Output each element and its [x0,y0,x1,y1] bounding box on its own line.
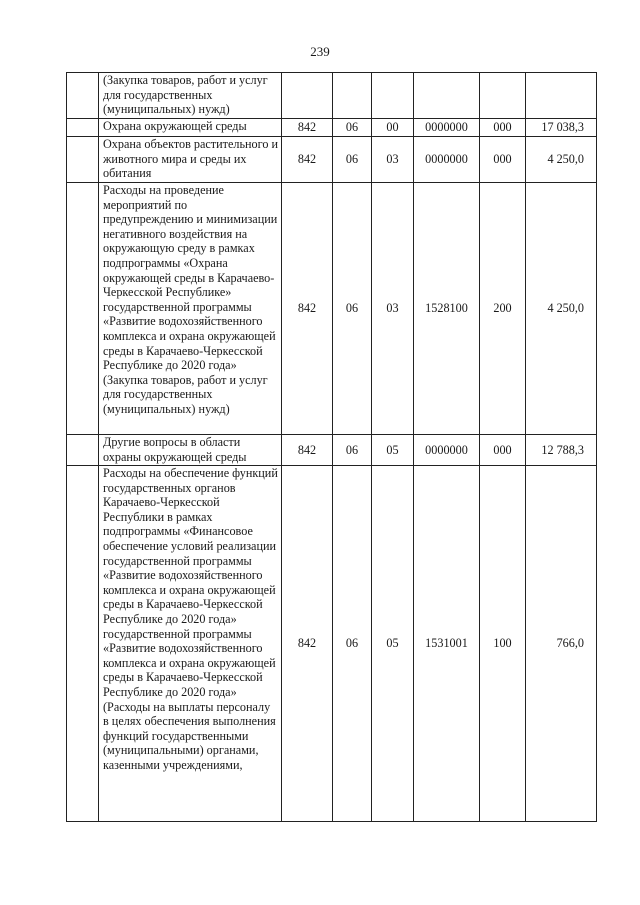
expense-type-cell: 000 [480,119,526,137]
index-cell [67,435,99,466]
subsection-cell: 00 [372,119,414,137]
index-cell [67,137,99,183]
amount-cell: 766,0 [526,466,597,822]
amount-cell: 17 038,3 [526,119,597,137]
table-row [67,119,597,137]
description-cell: Расходы на обеспечение функций государственных органов Карачаево-Черкесской Республики в рамках подпрограммы «Финансовое обеспечение условий реализации государственной программы «Развитие водохозяйственного комплекса и охрана окружающей среды в Карачаево-Черкесской Республике до 2020 года» государственной программы «Развитие водохозяйственного комплекса и охрана окружающей среды в Карачаево-Черкесской Республике до 2020 года» (Расходы на выплаты персоналу в целях обеспечения выполнения функций государственными (муниципальными) органами, казенными учреждениями, [99,466,282,822]
ministry-cell: 842 [282,435,333,466]
ministry-cell: 842 [282,137,333,183]
description-cell: (Закупка товаров, работ и услуг для государственных (муниципальных) нужд) [99,73,282,119]
amount-cell: 4 250,0 [526,183,597,435]
amount-cell: 4 250,0 [526,137,597,183]
expense-type-cell: 200 [480,183,526,435]
amount-cell: 12 788,3 [526,435,597,466]
ministry-cell [282,73,333,119]
index-cell [67,73,99,119]
subsection-cell: 05 [372,435,414,466]
table-row [67,137,597,183]
description-cell: Расходы на проведение мероприятий по предупреждению и минимизации негативного воздействия на окружающую среду в рамках подпрограммы «Охрана окружающей среды в Карачаево-Черкесской Республике» государственной программы «Развитие водохозяйственного комплекса и охрана окружающей среды в Карачаево-Черкесской Республике до 2020 года» (Закупка товаров, работ и услуг для государственных (муниципальных) нужд) [99,183,282,435]
target-cell: 0000000 [414,137,480,183]
expense-type-cell: 000 [480,137,526,183]
budget-table [66,72,597,822]
expense-type-cell [480,73,526,119]
target-cell: 0000000 [414,119,480,137]
description-cell: Охрана окружающей среды [99,119,282,137]
table-row [67,73,597,119]
subsection-cell: 03 [372,137,414,183]
section-cell: 06 [333,119,372,137]
expense-type-cell: 100 [480,466,526,822]
target-cell [414,73,480,119]
amount-cell [526,73,597,119]
ministry-cell: 842 [282,183,333,435]
subsection-cell [372,73,414,119]
target-cell: 1531001 [414,466,480,822]
target-cell: 1528100 [414,183,480,435]
section-cell: 06 [333,137,372,183]
subsection-cell: 03 [372,183,414,435]
description-cell: Охрана объектов растительного и животного мира и среды их обитания [99,137,282,183]
section-cell: 06 [333,466,372,822]
section-cell: 06 [333,435,372,466]
index-cell [67,466,99,822]
section-cell [333,73,372,119]
index-cell [67,183,99,435]
page-number: 239 [310,44,330,59]
ministry-cell: 842 [282,466,333,822]
description-cell: Другие вопросы в области охраны окружающей среды [99,435,282,466]
table-row [67,466,597,822]
table-row [67,435,597,466]
target-cell: 0000000 [414,435,480,466]
table-row [67,183,597,435]
subsection-cell: 05 [372,466,414,822]
index-cell [67,119,99,137]
ministry-cell: 842 [282,119,333,137]
expense-type-cell: 000 [480,435,526,466]
section-cell: 06 [333,183,372,435]
